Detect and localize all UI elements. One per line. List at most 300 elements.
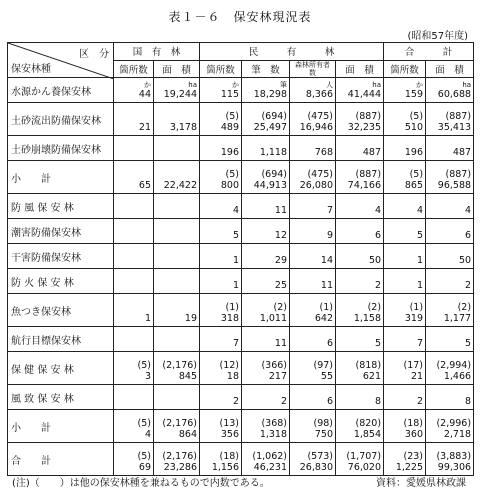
corner-bottom-label: 保安林種 bbox=[11, 64, 51, 75]
unit-label: か bbox=[232, 81, 240, 89]
data-cell bbox=[426, 103, 474, 136]
cell-value: 44,913 bbox=[253, 180, 288, 191]
data-cell bbox=[242, 78, 290, 103]
cell-value: 35,413 bbox=[437, 122, 472, 133]
row-label: 潮害防備保安林 bbox=[8, 219, 114, 244]
data-cell bbox=[336, 443, 384, 476]
data-cell bbox=[384, 352, 426, 385]
cell-value: 1 bbox=[232, 255, 240, 266]
cell-value: 1,225 bbox=[395, 462, 424, 473]
cell-value: 845 bbox=[178, 371, 198, 382]
cell-value: 217 bbox=[268, 371, 288, 382]
cell-value: 55 bbox=[320, 371, 334, 382]
cell-value: 510 bbox=[404, 122, 424, 133]
data-cell bbox=[154, 219, 200, 244]
cell-value: 6 bbox=[326, 338, 334, 349]
data-cell bbox=[426, 78, 474, 103]
unit-label: 人 bbox=[326, 81, 334, 89]
table-row bbox=[8, 103, 474, 136]
data-cell bbox=[154, 136, 200, 161]
data-cell bbox=[200, 327, 242, 352]
table-row bbox=[8, 410, 474, 443]
row-label: 水源かん養保安林 bbox=[8, 78, 114, 103]
data-cell bbox=[242, 244, 290, 269]
cell-value: 50 bbox=[458, 255, 472, 266]
data-cell bbox=[426, 269, 474, 294]
data-cell bbox=[154, 385, 200, 410]
cell-value: 3,178 bbox=[169, 122, 198, 133]
cell-value: 25 bbox=[274, 280, 288, 291]
data-cell bbox=[290, 194, 336, 219]
data-cell bbox=[114, 269, 154, 294]
overlap-value: (2) bbox=[367, 302, 382, 313]
data-cell bbox=[290, 352, 336, 385]
data-cell bbox=[336, 352, 384, 385]
cell-value: 41,444 bbox=[347, 89, 382, 100]
table-row bbox=[8, 269, 474, 294]
data-cell bbox=[200, 136, 242, 161]
data-cell bbox=[290, 410, 336, 443]
cell-value: 1,466 bbox=[443, 371, 472, 382]
cell-value: 865 bbox=[404, 180, 424, 191]
column-header: 面 積 bbox=[426, 60, 474, 78]
column-header: 箇所数 bbox=[384, 60, 426, 78]
cell-value: 621 bbox=[362, 371, 382, 382]
cell-value: 864 bbox=[178, 429, 198, 440]
cell-value: 750 bbox=[314, 429, 334, 440]
cell-value: 768 bbox=[314, 147, 334, 158]
data-cell bbox=[336, 136, 384, 161]
data-cell bbox=[154, 244, 200, 269]
cell-value: 60,688 bbox=[437, 89, 472, 100]
row-label: 防 火 保 安 林 bbox=[8, 269, 114, 294]
cell-value: 65 bbox=[138, 180, 151, 191]
column-header: 筆 数 bbox=[242, 60, 290, 78]
overlap-value: (368) bbox=[261, 418, 288, 429]
data-cell bbox=[154, 194, 200, 219]
cell-value: 2 bbox=[416, 396, 424, 407]
overlap-value: (366) bbox=[261, 360, 288, 371]
data-cell bbox=[114, 219, 154, 244]
cell-value: 642 bbox=[314, 313, 334, 324]
data-cell bbox=[200, 269, 242, 294]
data-cell bbox=[114, 410, 154, 443]
table-row bbox=[8, 161, 474, 194]
data-cell bbox=[242, 136, 290, 161]
cell-value: 11 bbox=[274, 205, 288, 216]
data-cell bbox=[426, 327, 474, 352]
data-cell bbox=[426, 161, 474, 194]
data-cell bbox=[384, 194, 426, 219]
cell-value: 356 bbox=[220, 429, 240, 440]
overlap-value: (5) bbox=[225, 111, 240, 122]
data-cell bbox=[200, 443, 242, 476]
unit-label: ha bbox=[372, 81, 382, 89]
data-cell bbox=[336, 161, 384, 194]
cell-value: 26,830 bbox=[299, 462, 334, 473]
data-cell bbox=[154, 410, 200, 443]
cell-value: 318 bbox=[220, 313, 240, 324]
table-row bbox=[8, 136, 474, 161]
data-cell bbox=[290, 78, 336, 103]
data-cell bbox=[242, 294, 290, 327]
cell-value: 69 bbox=[138, 462, 151, 473]
overlap-value: (1) bbox=[409, 302, 424, 313]
data-cell bbox=[200, 244, 242, 269]
overlap-value: (694) bbox=[261, 169, 288, 180]
cell-value: 14 bbox=[320, 255, 334, 266]
overlap-value: (2,176) bbox=[162, 360, 198, 371]
cell-value: 8 bbox=[374, 396, 382, 407]
cell-value: 5 bbox=[465, 338, 472, 349]
row-label: 干害防備保安林 bbox=[8, 244, 114, 269]
row-label: 小 計 bbox=[8, 161, 114, 194]
data-cell bbox=[242, 385, 290, 410]
data-cell bbox=[154, 327, 200, 352]
cell-value: 1 bbox=[232, 280, 240, 291]
cell-value: 99,306 bbox=[437, 462, 472, 473]
data-cell bbox=[200, 410, 242, 443]
overlap-value: (2,176) bbox=[162, 451, 198, 462]
data-cell bbox=[154, 294, 200, 327]
cell-value: 74,166 bbox=[347, 180, 382, 191]
cell-value: 4 bbox=[465, 205, 472, 216]
data-cell bbox=[114, 294, 154, 327]
data-cell bbox=[114, 194, 154, 219]
data-cell bbox=[114, 244, 154, 269]
overlap-value: (818) bbox=[355, 360, 382, 371]
cell-value: 1 bbox=[416, 255, 424, 266]
cell-value: 1,158 bbox=[353, 313, 382, 324]
data-cell bbox=[242, 194, 290, 219]
cell-value: 21 bbox=[410, 371, 424, 382]
cell-value: 2 bbox=[280, 396, 288, 407]
table-row bbox=[8, 78, 474, 103]
data-cell bbox=[426, 244, 474, 269]
column-header: 箇所数 bbox=[200, 60, 242, 78]
overlap-value: (1,707) bbox=[346, 451, 382, 462]
data-cell bbox=[200, 103, 242, 136]
unit-label: ha bbox=[462, 81, 472, 89]
column-header: 森林所有者数 bbox=[290, 60, 336, 78]
cell-value: 5 bbox=[416, 230, 424, 241]
cell-value: 4 bbox=[144, 429, 151, 440]
cell-value: 46,231 bbox=[253, 462, 288, 473]
data-cell bbox=[384, 410, 426, 443]
row-label: 合 計 bbox=[8, 443, 114, 476]
data-cell bbox=[290, 269, 336, 294]
cell-value: 1 bbox=[144, 313, 151, 324]
overlap-value: (5) bbox=[409, 169, 424, 180]
cell-value: 3 bbox=[144, 371, 151, 382]
cell-value: 19,244 bbox=[163, 89, 198, 100]
cell-value: 18,298 bbox=[253, 89, 288, 100]
data-cell bbox=[154, 443, 200, 476]
cell-value: 19 bbox=[184, 313, 198, 324]
data-cell bbox=[242, 219, 290, 244]
overlap-value: (12) bbox=[219, 360, 240, 371]
cell-value: 50 bbox=[368, 255, 382, 266]
overlap-value: (13) bbox=[219, 418, 240, 429]
data-cell bbox=[114, 103, 154, 136]
row-label: 保 健 保 安 林 bbox=[8, 352, 114, 385]
table-row bbox=[8, 294, 474, 327]
cell-value: 4 bbox=[374, 205, 382, 216]
table-row bbox=[8, 194, 474, 219]
overlap-value: (887) bbox=[355, 111, 382, 122]
data-cell bbox=[336, 103, 384, 136]
cell-value: 1,854 bbox=[353, 429, 382, 440]
data-cell bbox=[290, 294, 336, 327]
data-cell bbox=[114, 327, 154, 352]
cell-value: 7 bbox=[326, 205, 334, 216]
cell-value: 4 bbox=[232, 205, 240, 216]
forest-reserve-table bbox=[7, 42, 474, 476]
cell-value: 489 bbox=[220, 122, 240, 133]
table-row bbox=[8, 244, 474, 269]
data-cell bbox=[200, 161, 242, 194]
column-header: 面 積 bbox=[154, 60, 200, 78]
cell-value: 6 bbox=[326, 396, 334, 407]
cell-value: 5 bbox=[374, 338, 382, 349]
cell-value: 196 bbox=[404, 147, 424, 158]
data-cell bbox=[242, 443, 290, 476]
data-cell bbox=[336, 78, 384, 103]
data-cell bbox=[426, 136, 474, 161]
data-cell bbox=[154, 161, 200, 194]
overlap-value: (2,994) bbox=[436, 360, 472, 371]
data-cell bbox=[200, 219, 242, 244]
overlap-value: (5) bbox=[137, 418, 151, 429]
data-cell bbox=[384, 269, 426, 294]
data-cell bbox=[336, 219, 384, 244]
cell-value: 487 bbox=[452, 147, 472, 158]
data-cell bbox=[336, 244, 384, 269]
data-cell bbox=[384, 443, 426, 476]
data-cell bbox=[154, 103, 200, 136]
data-cell bbox=[290, 136, 336, 161]
data-cell bbox=[242, 269, 290, 294]
data-cell bbox=[336, 294, 384, 327]
data-cell bbox=[242, 410, 290, 443]
overlap-value: (5) bbox=[137, 360, 151, 371]
overlap-value: (5) bbox=[225, 169, 240, 180]
table-row bbox=[8, 443, 474, 476]
data-cell bbox=[384, 103, 426, 136]
data-cell bbox=[290, 327, 336, 352]
overlap-value: (5) bbox=[137, 451, 151, 462]
cell-value: 1,177 bbox=[443, 313, 472, 324]
data-cell bbox=[336, 194, 384, 219]
cell-value: 115 bbox=[220, 89, 240, 100]
data-cell bbox=[200, 294, 242, 327]
row-label: 土砂崩壊防備保安林 bbox=[8, 136, 114, 161]
data-cell bbox=[384, 327, 426, 352]
cell-value: 487 bbox=[362, 147, 382, 158]
data-cell bbox=[290, 219, 336, 244]
overlap-value: (887) bbox=[445, 169, 472, 180]
cell-value: 2,718 bbox=[443, 429, 472, 440]
cell-value: 5 bbox=[232, 230, 240, 241]
column-header: 面 積 bbox=[336, 60, 384, 78]
data-cell bbox=[336, 269, 384, 294]
data-cell bbox=[290, 244, 336, 269]
data-cell bbox=[426, 219, 474, 244]
group-national: 国 有 林 bbox=[114, 43, 200, 61]
data-cell bbox=[114, 385, 154, 410]
group-private: 民 有 林 bbox=[200, 43, 384, 61]
cell-value: 2 bbox=[374, 280, 382, 291]
cell-value: 21 bbox=[138, 122, 151, 133]
cell-value: 800 bbox=[220, 180, 240, 191]
overlap-value: (887) bbox=[445, 111, 472, 122]
overlap-value: (475) bbox=[307, 111, 334, 122]
row-label: 魚つき保安林 bbox=[8, 294, 114, 327]
cell-value: 1 bbox=[416, 280, 424, 291]
footnote: (注)（ ）は他の保安林種を兼ねるもので内数である。 bbox=[12, 478, 270, 489]
column-header: 箇所数 bbox=[114, 60, 154, 78]
data-cell bbox=[384, 78, 426, 103]
data-cell bbox=[154, 78, 200, 103]
table-row bbox=[8, 327, 474, 352]
cell-value: 22,422 bbox=[163, 180, 198, 191]
cell-value: 6 bbox=[465, 230, 472, 241]
cell-value: 25,497 bbox=[253, 122, 288, 133]
data-cell bbox=[384, 294, 426, 327]
cell-value: 11 bbox=[320, 280, 334, 291]
cell-value: 29 bbox=[274, 255, 288, 266]
overlap-value: (694) bbox=[261, 111, 288, 122]
data-cell bbox=[242, 103, 290, 136]
cell-value: 11 bbox=[274, 338, 288, 349]
table-title: 表１－６ 保安林現況表 bbox=[168, 10, 312, 24]
overlap-value: (97) bbox=[313, 360, 334, 371]
overlap-value: (573) bbox=[307, 451, 334, 462]
data-cell bbox=[384, 219, 426, 244]
cell-value: 319 bbox=[404, 313, 424, 324]
overlap-value: (18) bbox=[403, 418, 424, 429]
cell-value: 44 bbox=[138, 89, 151, 100]
overlap-value: (1,062) bbox=[252, 451, 288, 462]
unit-label: か bbox=[144, 81, 151, 89]
cell-value: 4 bbox=[416, 205, 424, 216]
data-cell bbox=[200, 78, 242, 103]
cell-value: 12 bbox=[274, 230, 288, 241]
cell-value: 18 bbox=[226, 371, 240, 382]
cell-value: 1,118 bbox=[259, 147, 288, 158]
data-cell bbox=[384, 385, 426, 410]
overlap-value: (2,996) bbox=[436, 418, 472, 429]
data-cell bbox=[154, 269, 200, 294]
cell-value: 8,366 bbox=[305, 89, 334, 100]
overlap-value: (475) bbox=[307, 169, 334, 180]
data-cell bbox=[242, 352, 290, 385]
data-cell bbox=[114, 352, 154, 385]
cell-value: 7 bbox=[416, 338, 424, 349]
data-cell bbox=[154, 352, 200, 385]
data-cell bbox=[426, 294, 474, 327]
data-cell bbox=[384, 161, 426, 194]
cell-value: 96,588 bbox=[437, 180, 472, 191]
data-cell bbox=[336, 327, 384, 352]
overlap-value: (887) bbox=[355, 169, 382, 180]
cell-value: 1,318 bbox=[259, 429, 288, 440]
source-note: 資料：愛媛県林政課 bbox=[376, 478, 466, 489]
overlap-value: (2) bbox=[273, 302, 288, 313]
data-cell bbox=[426, 385, 474, 410]
header-corner bbox=[8, 43, 114, 78]
row-label: 航行目標保安林 bbox=[8, 327, 114, 352]
data-cell bbox=[336, 410, 384, 443]
year-note: (昭和57年度) bbox=[407, 31, 468, 42]
data-cell bbox=[200, 352, 242, 385]
cell-value: 1,011 bbox=[259, 313, 288, 324]
overlap-value: (2) bbox=[457, 302, 472, 313]
data-cell bbox=[242, 161, 290, 194]
cell-value: 360 bbox=[404, 429, 424, 440]
data-cell bbox=[114, 443, 154, 476]
data-cell bbox=[384, 244, 426, 269]
cell-value: 1,156 bbox=[211, 462, 240, 473]
table-row bbox=[8, 385, 474, 410]
data-cell bbox=[290, 103, 336, 136]
data-cell bbox=[200, 385, 242, 410]
data-cell bbox=[114, 78, 154, 103]
overlap-value: (1) bbox=[319, 302, 334, 313]
overlap-value: (2,176) bbox=[162, 418, 198, 429]
cell-value: 23,286 bbox=[163, 462, 198, 473]
unit-label: か bbox=[416, 81, 424, 89]
cell-value: 7 bbox=[232, 338, 240, 349]
cell-value: 2 bbox=[465, 280, 472, 291]
data-cell bbox=[426, 443, 474, 476]
overlap-value: (23) bbox=[403, 451, 424, 462]
overlap-value: (5) bbox=[409, 111, 424, 122]
data-cell bbox=[200, 194, 242, 219]
data-cell bbox=[336, 385, 384, 410]
overlap-value: (3,883) bbox=[436, 451, 472, 462]
row-label: 風 致 保 安 林 bbox=[8, 385, 114, 410]
cell-value: 2 bbox=[232, 396, 240, 407]
cell-value: 76,020 bbox=[347, 462, 382, 473]
data-cell bbox=[114, 161, 154, 194]
unit-label: 筆 bbox=[280, 81, 288, 89]
cell-value: 196 bbox=[220, 147, 240, 158]
cell-value: 32,235 bbox=[347, 122, 382, 133]
row-label: 小 計 bbox=[8, 410, 114, 443]
data-cell bbox=[290, 161, 336, 194]
overlap-value: (1) bbox=[225, 302, 240, 313]
overlap-value: (98) bbox=[313, 418, 334, 429]
cell-value: 159 bbox=[404, 89, 424, 100]
cell-value: 9 bbox=[326, 230, 334, 241]
overlap-value: (820) bbox=[355, 418, 382, 429]
cell-value: 6 bbox=[374, 230, 382, 241]
data-cell bbox=[384, 136, 426, 161]
data-cell bbox=[242, 327, 290, 352]
cell-value: 16,946 bbox=[299, 122, 334, 133]
cell-value: 8 bbox=[465, 396, 472, 407]
corner-top-label: 区 分 bbox=[79, 49, 109, 60]
data-cell bbox=[426, 410, 474, 443]
data-cell bbox=[290, 385, 336, 410]
data-cell bbox=[426, 352, 474, 385]
unit-label: ha bbox=[188, 81, 198, 89]
group-total: 合 計 bbox=[384, 43, 474, 61]
overlap-value: (18) bbox=[219, 451, 240, 462]
row-label: 防 風 保 安 林 bbox=[8, 194, 114, 219]
row-label: 土砂流出防備保安林 bbox=[8, 103, 114, 136]
